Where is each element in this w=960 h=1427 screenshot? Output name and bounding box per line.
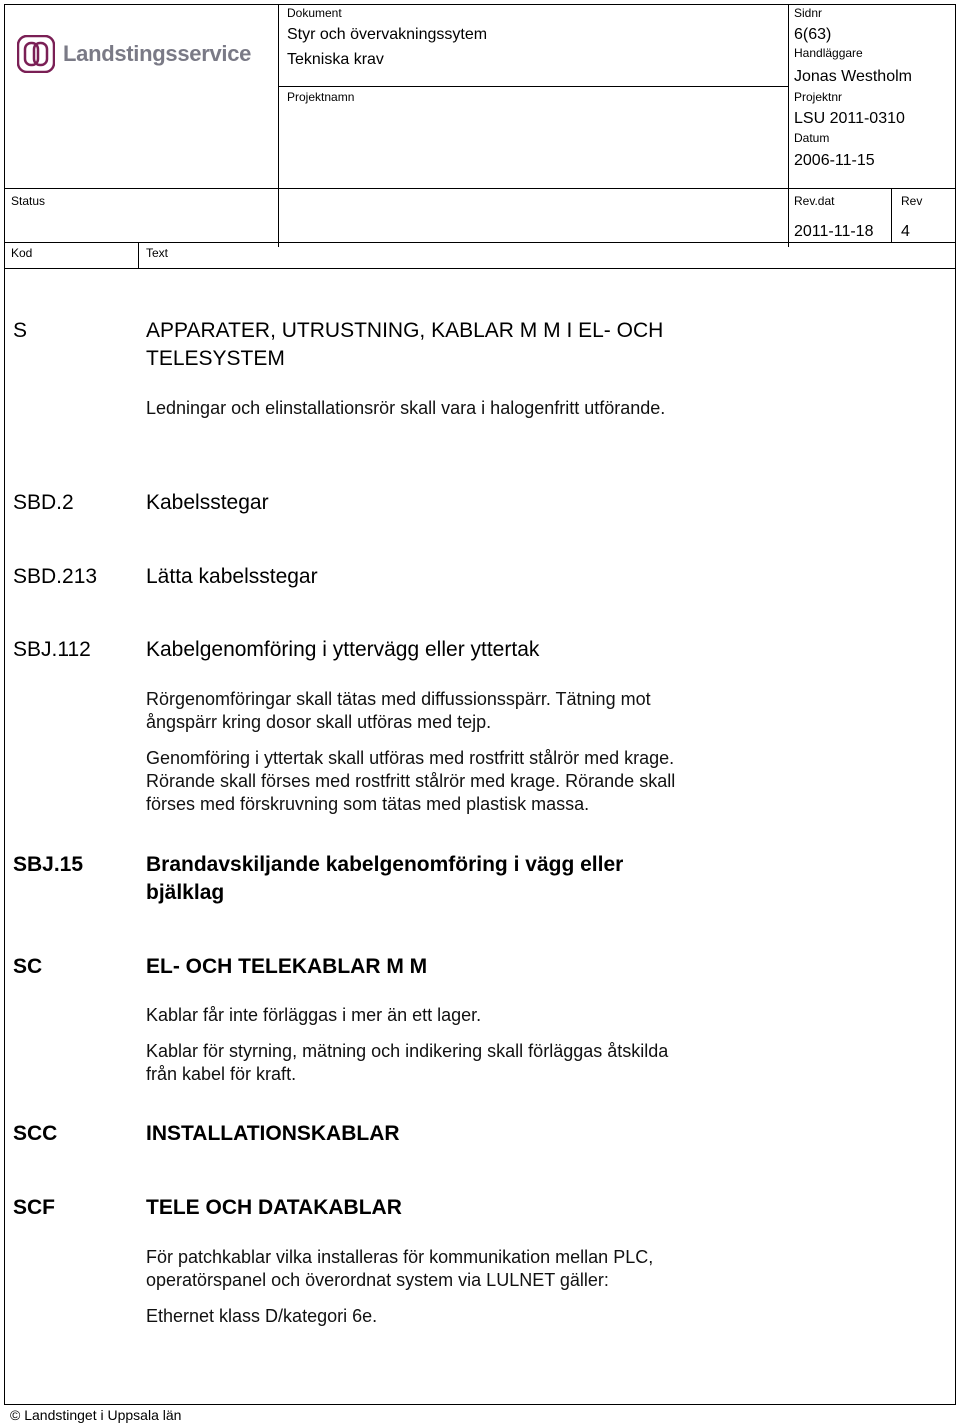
section-text: Ledningar och elinstallationsrör skall vara i halogenfritt utförande. [146,398,666,418]
section-text: ångspärr kring dosor skall utföras med tejp. [146,712,492,732]
datum-label: Datum [794,131,830,145]
section-code: SCF [13,1196,55,1219]
header-divider [788,5,789,247]
header-divider [278,86,788,87]
section-code: SC [13,955,43,978]
section-title: TELESYSTEM [146,347,285,370]
section-text: operatörspanel och överordnat system via LULNET gäller: [146,1270,609,1290]
header-divider [891,188,892,242]
section-text: Rörande skall förses med rostfritt stålrör med krage. Rörande skall [146,771,676,791]
section-title: Kabelgenomföring i yttervägg eller yttertak [146,638,540,661]
section-code: SBJ.15 [13,853,84,876]
dokument-label: Dokument [287,6,342,20]
copyright-icon: © [10,1407,21,1423]
section-text: För patchkablar vilka installeras för kommunikation mellan PLC, [146,1247,654,1267]
header-divider [5,188,955,189]
rev-label: Rev [901,194,923,208]
datum-value: 2006-11-15 [794,152,875,169]
section-text: Ethernet klass D/kategori 6e. [146,1306,378,1326]
section-title: APPARATER, UTRUSTNING, KABLAR M M I EL- OCH [146,319,664,342]
section-code: SCC [13,1122,58,1145]
header-divider [138,242,139,268]
section-text: Kablar får inte förläggas i mer än ett lager. [146,1005,482,1025]
dokument-line1: Styr och övervakningssytem [287,26,488,43]
section-text: från kabel för kraft. [146,1064,297,1084]
section-text: Genomföring i yttertak skall utföras med rostfritt stålrör med krage. [146,748,675,768]
section-code: SBJ.112 [13,638,91,661]
section-title: Lätta kabelsstegar [146,565,318,588]
revdat-value: 2011-11-18 [794,223,874,240]
section-title: EL- OCH TELEKABLAR M M [146,955,428,978]
header-divider [278,5,279,247]
revdat-label: Rev.dat [794,194,835,208]
footer-text: Landstinget i Uppsala län [24,1407,182,1423]
section-code: SBD.213 [13,565,98,588]
section-text: förses med förskruvning som tätas med plastisk massa. [146,794,590,814]
projektnr-label: Projektnr [794,90,843,104]
handlaggare-value: Jonas Westholm [794,68,912,85]
header-divider [5,268,955,269]
document-page [4,4,956,1405]
section-text: Rörgenomföringar skall tätas med diffussionsspärr. Tätning mot [146,689,651,709]
logo-mark-icon [17,35,55,73]
section-title: TELE OCH DATAKABLAR [146,1196,402,1219]
section-code: SBD.2 [13,491,74,514]
section-title: Kabelsstegar [146,491,269,514]
section-title: bjälklag [146,881,225,904]
section-code: S [13,319,28,342]
sidnr-value: 6(63) [794,26,832,43]
projektnamn-label: Projektnamn [287,90,355,104]
text-label: Text [146,246,169,260]
kod-label: Kod [11,246,33,260]
section-title: INSTALLATIONSKABLAR [146,1122,400,1145]
section-text: Kablar för styrning, mätning och indikering skall förläggas åtskilda [146,1041,669,1061]
rev-value: 4 [901,223,910,240]
header-divider [5,242,955,243]
status-label: Status [11,194,46,208]
sidnr-label: Sidnr [794,6,823,20]
projektnr-value: LSU 2011-0310 [794,110,905,127]
section-title: Brandavskiljande kabelgenomföring i vägg eller [146,853,624,876]
dokument-line2: Tekniska krav [287,51,384,68]
handlaggare-label: Handläggare [794,46,863,60]
logo-text: Landstingsservice [63,41,252,66]
footer [10,1407,181,1423]
company-logo [17,35,251,73]
